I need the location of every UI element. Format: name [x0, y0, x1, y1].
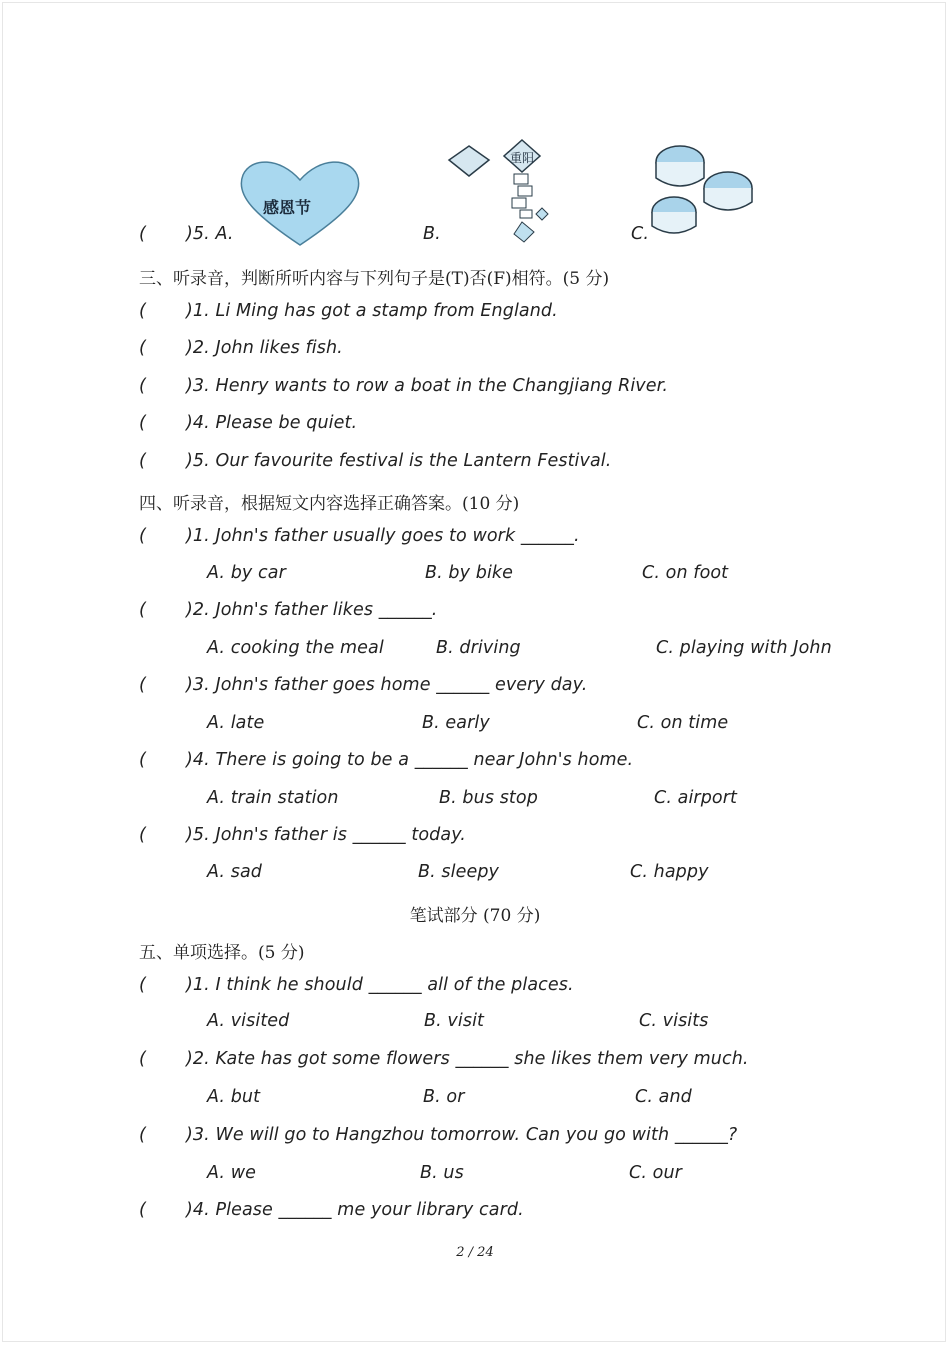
question-text: )4. Please be quiet. — [186, 413, 358, 433]
option-b-label: B. — [423, 224, 441, 244]
option-b: B. visit — [424, 1011, 484, 1031]
question-text: )1. Li Ming has got a stamp from England. — [186, 301, 558, 321]
answer-paren[interactable]: ( — [139, 413, 146, 433]
option-c: C. happy — [630, 862, 709, 882]
answer-paren[interactable]: ( — [139, 600, 146, 620]
answer-paren[interactable]: ( — [139, 675, 146, 695]
question-text: )3. John's father goes home ______ every day. — [186, 675, 588, 695]
question-text: )2. John likes fish. — [186, 338, 343, 358]
answer-paren[interactable]: ( — [139, 526, 146, 546]
part4-heading: 四、听录音，根据短文内容选择正确答案。(10 分) — [139, 494, 520, 514]
option-b: B. early — [422, 713, 490, 733]
option-a: A. visited — [207, 1011, 290, 1031]
option-b: B. sleepy — [418, 862, 500, 882]
answer-paren[interactable]: ( — [139, 338, 146, 358]
part3-heading: 三、听录音，判断所听内容与下列句子是(T)否(F)相符。(5 分) — [139, 269, 610, 289]
option-b: B. by bike — [425, 563, 514, 583]
answer-paren[interactable]: ( — [139, 1049, 146, 1069]
answer-paren[interactable]: ( — [139, 975, 146, 995]
heart-caption: 感恩节 — [263, 198, 312, 217]
option-a: A. we — [207, 1163, 257, 1183]
option-a: A. cooking the meal — [207, 638, 384, 658]
question-text: )5. Our favourite festival is the Lantern Festival. — [186, 451, 612, 471]
answer-paren[interactable]: ( — [139, 750, 146, 770]
option-b: B. or — [423, 1087, 465, 1107]
option-c: C. airport — [654, 788, 737, 808]
answer-paren[interactable]: ( — [139, 1200, 146, 1220]
option-c: C. on time — [637, 713, 729, 733]
option-c: C. our — [629, 1163, 682, 1183]
answer-paren[interactable]: ( — [139, 825, 146, 845]
written-section-title: 笔试部分 (70 分) — [409, 906, 541, 926]
option-a: A. but — [207, 1087, 261, 1107]
option-c-label: C. — [631, 224, 649, 244]
double-ninth-stamp-image — [444, 138, 554, 248]
option-b: B. bus stop — [439, 788, 538, 808]
option-a: A. train station — [207, 788, 339, 808]
answer-paren[interactable]: ( — [139, 301, 146, 321]
option-c: C. visits — [639, 1011, 709, 1031]
stamp-caption: 重阳 — [510, 151, 535, 165]
option-a: A. late — [207, 713, 265, 733]
option-c: C. and — [635, 1087, 692, 1107]
question-text: )4. Please ______ me your library card. — [186, 1200, 524, 1220]
question-text: )2. Kate has got some flowers ______ she likes them very much. — [186, 1049, 749, 1069]
option-c: C. playing with John — [656, 638, 832, 658]
question-text: )3. We will go to Hangzhou tomorrow. Can you go with ______? — [186, 1125, 738, 1145]
question-text: )1. John's father usually goes to work ______. — [186, 526, 580, 546]
question-text: )5. John's father is ______ today. — [186, 825, 466, 845]
question-text: )2. John's father likes ______. — [186, 600, 438, 620]
answer-paren[interactable]: ( — [139, 451, 146, 471]
question-text: )4. There is going to be a ______ near John's home. — [186, 750, 634, 770]
question-text: )1. I think he should ______ all of the places. — [186, 975, 574, 995]
answer-paren[interactable]: ( — [139, 224, 146, 244]
option-c: C. on foot — [642, 563, 729, 583]
answer-paren[interactable]: ( — [139, 376, 146, 396]
answer-paren[interactable]: ( — [139, 1125, 146, 1145]
question-text: )3. Henry wants to row a boat in the Changjiang River. — [186, 376, 668, 396]
option-a: A. by car — [207, 563, 286, 583]
option-a: A. sad — [207, 862, 262, 882]
part5-heading: 五、单项选择。(5 分) — [139, 943, 305, 963]
mooncakes-image — [648, 140, 758, 250]
option-b: B. driving — [436, 638, 521, 658]
thanksgiving-heart-image — [235, 155, 365, 250]
question-label: )5. A. — [186, 224, 234, 244]
option-b: B. us — [420, 1163, 464, 1183]
page-number: 2 / 24 — [456, 1245, 494, 1260]
